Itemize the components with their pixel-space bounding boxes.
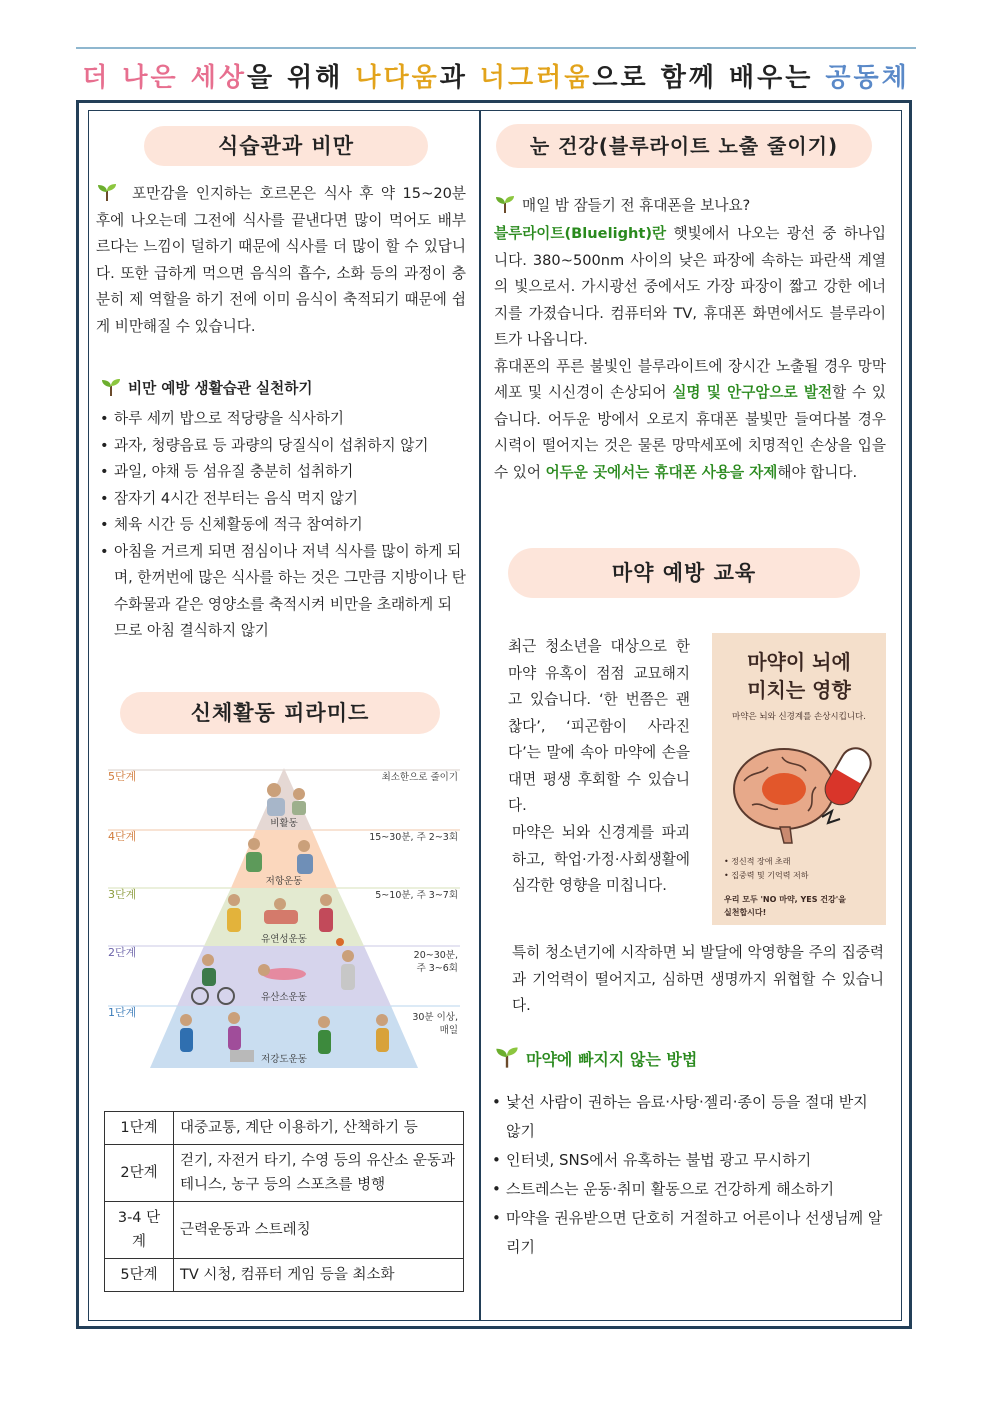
drug-brain-poster [712, 633, 886, 925]
slogan-part-3: 나다움 [355, 63, 440, 93]
table-row [105, 1145, 464, 1202]
pyramid-stage-5: 5단계 [108, 770, 137, 783]
poster-title-line-1: 마약이 뇌에 [747, 650, 851, 674]
obesity-prevention-heading-text: 비만 예방 생활습관 실천하기 [128, 380, 313, 397]
bluelight-question-text: 매일 밤 잠들기 전 휴대폰을 보나요? [522, 197, 751, 214]
pyramid-freq-4: 15~30분, 주 2~3회 [369, 832, 458, 843]
drug-youth-text: 특히 청소년기에 시작하면 뇌 발달에 악영향을 주의 집중력과 기억력이 떨어지고, 심하면 생명까지 위협할 수 있습니다. [512, 944, 884, 1014]
table-cell-desc: 걷기, 자전거 타기, 수영 등의 유산소 운동과 테니스, 농구 등의 스포츠를 병행 [174, 1145, 464, 1202]
list-item: • 아침을 거르게 되면 점심이나 저녁 식사를 많이 하게 되며, 한꺼번에 많은 식사를 하는 것은 그만큼 지방이나 탄수화물과 같은 영양소를 축적시켜 비만을 초래하게 되므로 아침 결식하지 않기 [96, 539, 466, 645]
drug-intro-paragraph [508, 634, 690, 820]
column-divider [479, 110, 481, 1321]
obesity-prevention-heading [100, 376, 470, 403]
bluelight-definition-highlight: 블루라이트(Bluelight)란 [494, 225, 667, 242]
table-cell-level: 1단계 [105, 1112, 174, 1145]
pyramid-stage-4: 4단계 [108, 830, 137, 843]
sprout-icon [96, 183, 118, 201]
poster-bullet-2: • 집중력 및 기억력 저하 [724, 871, 809, 880]
activity-levels-table [104, 1111, 464, 1292]
poster-footer-1: 우리 모두 'NO 마약, YES 건강'을 [724, 895, 846, 904]
table-row [105, 1202, 464, 1259]
table-row [105, 1112, 464, 1145]
newsletter-slogan [76, 58, 916, 98]
list-item: • 스트레스는 운동·취미 활동으로 건강하게 해소하기 [488, 1175, 886, 1204]
pyramid-name-2: 유산소운동 [261, 992, 307, 1003]
slogan-part-7: 함께 배우는 [660, 63, 826, 93]
pyramid-freq-2b: 주 3~6회 [416, 963, 458, 974]
pyramid-stage-2: 2단계 [108, 946, 137, 959]
slogan-part-4: 과 [439, 63, 480, 93]
list-item: • 체육 시간 등 신체활동에 적극 참여하기 [96, 512, 466, 539]
list-item: • 인터넷, SNS에서 유혹하는 불법 광고 무시하기 [488, 1146, 886, 1175]
slogan-part-8: 공동체 [825, 63, 910, 93]
list-item: • 하루 세끼 밥으로 적당량을 식사하기 [96, 406, 466, 433]
table-cell-desc: TV 시청, 컴퓨터 게임 등을 최소화 [174, 1259, 464, 1292]
section-title-eye-health: 눈 건강(블루라이트 노출 줄이기) [496, 124, 872, 168]
slogan-part-1: 더 나은 세상 [82, 63, 247, 93]
table-cell-level: 5단계 [105, 1259, 174, 1292]
table-row [105, 1259, 464, 1292]
sprout-icon [100, 378, 122, 396]
pyramid-stage-3: 3단계 [108, 888, 137, 901]
eating-intro-text: 포만감을 인지하는 호르몬은 식사 후 약 15~20분 후에 나오는데 그전에 식사를 끝낸다면 많이 먹어도 배부르다는 느낌이 덜하기 때문에 식사를 더 많이 할 수 있답니다. 또한 급하게 먹으면 음식의 흡수, 소화 등의 과정이 충분히 제 역할을 하기 전에 이미 음식이 축적되기 때문에 쉽게 비만해질 수 있습니다. [96, 185, 466, 335]
pyramid-name-3: 유연성운동 [261, 934, 307, 945]
pyramid-freq-3: 5~10분, 주 3~7회 [375, 890, 458, 901]
drug-youth-paragraph [512, 940, 884, 1020]
eating-intro-paragraph [96, 181, 466, 340]
drug-avoid-heading [494, 1046, 886, 1074]
bluelight-advice-highlight: 어두운 곳에서는 휴대폰 사용을 자제 [545, 463, 778, 481]
header-top-line [76, 47, 916, 49]
bluelight-risk-text-b: 할 수 있습니다. 어두운 방에서 오로지 휴대폰 불빛만 들여다볼 경우 시력이 떨어지는 것은 물론 망막세포에 치명적인 손상을 입을 수 있어 [494, 384, 886, 481]
pyramid-stage-1: 1단계 [108, 1006, 137, 1019]
drug-effect-paragraph [512, 820, 690, 900]
pyramid-freq-2: 20~30분, [413, 950, 458, 961]
poster-subtitle: 마약은 뇌와 신경계를 손상시킵니다. [732, 712, 866, 722]
section-title-activity-pyramid: 신체활동 피라미드 [120, 692, 440, 734]
section-title-eating-obesity: 식습관과 비만 [144, 126, 428, 166]
list-item: • 마약을 권유받으면 단호히 거절하고 어른이나 선생님께 알리기 [488, 1204, 886, 1262]
bluelight-risk-text-a: 휴대폰의 푸른 불빛인 블루라이트에 장시간 노출될 경우 망막세포 및 시신경이 손상되어 [494, 357, 886, 401]
bluelight-risk-highlight: 실명 및 안구암으로 발전 [672, 384, 833, 401]
list-item: • 낯선 사람이 권하는 음료·사탕·젤리·종이 등을 절대 받지 않기 [488, 1088, 886, 1146]
brain-pill-icon [722, 731, 878, 851]
drug-avoid-list [488, 1088, 886, 1262]
list-item: • 잠자기 4시간 전부터는 음식 먹지 않기 [96, 486, 466, 513]
drug-intro-text: 최근 청소년을 대상으로 한 마약 유혹이 점점 교묘해지고 있습니다. ‘한 번쯤은 괜찮다’, ‘피곤함이 사라진다’는 말에 속아 마약에 손을 대면 평생 후회할 수 있습니다. [508, 638, 690, 814]
table-cell-level: 3-4 단계 [105, 1202, 174, 1259]
slogan-part-2: 을 위해 [246, 63, 356, 93]
pyramid-name-4: 저항운동 [265, 876, 303, 887]
drug-effect-text: 마약은 뇌와 신경계를 파괴하고, 학업·가정·사회생활에 심각한 영향을 미칩니다. [512, 824, 690, 894]
activity-pyramid-illustration [104, 760, 464, 1072]
poster-title-line-2: 미치는 영향 [747, 678, 851, 702]
bluelight-definition-text: 햇빛에서 나오는 광선 중 하나입니다. 380~500nm 사이의 낮은 파장에 속하는 파란색 계열의 빛으로서. 가시광선 중에서도 가장 파장이 짧고 강한 에너지를 가졌습니다. 컴퓨터와 TV, 휴대폰 화면에서도 블루라이트가 나옵니다. [494, 225, 886, 348]
pyramid-freq-1b: 매일 [439, 1025, 458, 1036]
poster-footer-2: 실천합시다! [724, 908, 767, 917]
drug-avoid-heading-text: 마약에 빠지지 않는 방법 [526, 1050, 698, 1069]
pyramid-name-5: 비활동 [270, 818, 298, 829]
section-title-drug-prevention: 마약 예방 교육 [508, 548, 860, 598]
bluelight-paragraph [494, 221, 886, 486]
table-cell-level: 2단계 [105, 1145, 174, 1202]
slogan-part-5: 너그러움 [479, 63, 593, 93]
bluelight-question [494, 193, 886, 220]
bluelight-risk-text-c: 해야 합니다. [777, 463, 858, 481]
obesity-prevention-list [96, 406, 466, 645]
sprout-icon [494, 1046, 520, 1068]
table-cell-desc: 근력운동과 스트레칭 [174, 1202, 464, 1259]
sprout-icon [494, 195, 516, 213]
list-item: • 과자, 청량음료 등 과량의 당질식이 섭취하지 않기 [96, 433, 466, 460]
pyramid-freq-1: 30분 이상, [412, 1012, 458, 1023]
table-cell-desc: 대중교통, 계단 이용하기, 산책하기 등 [174, 1112, 464, 1145]
pyramid-freq-5: 최소한으로 줄이기 [381, 772, 458, 783]
list-item: • 과일, 야채 등 섬유질 충분히 섭취하기 [96, 459, 466, 486]
pyramid-name-1: 저강도운동 [261, 1054, 307, 1065]
slogan-part-6: 으로 [592, 63, 661, 93]
poster-bullet-1: • 정신적 장애 초래 [724, 857, 791, 866]
